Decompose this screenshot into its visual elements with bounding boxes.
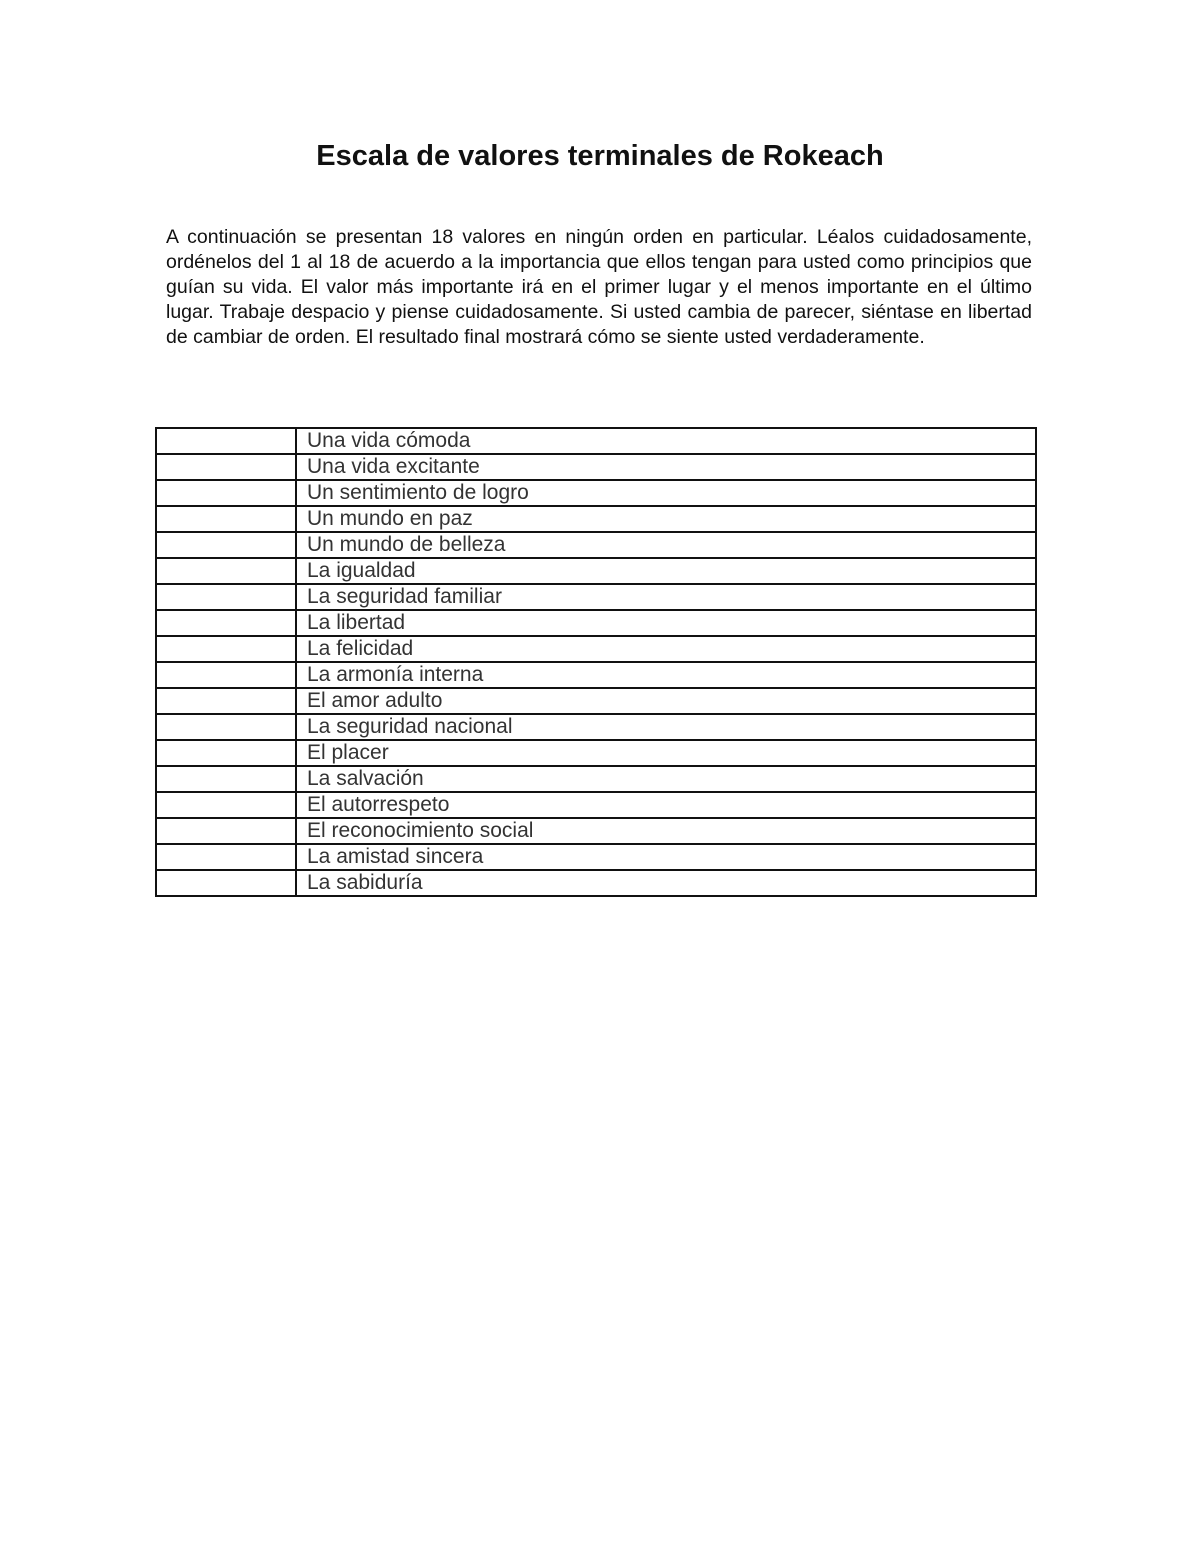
table-row bbox=[156, 714, 1036, 740]
value-cell: Un sentimiento de logro bbox=[296, 480, 1036, 506]
value-cell: La sabiduría bbox=[296, 870, 1036, 896]
value-cell: Un mundo de belleza bbox=[296, 532, 1036, 558]
table-row bbox=[156, 662, 1036, 688]
table-row bbox=[156, 558, 1036, 584]
rank-cell[interactable] bbox=[156, 584, 296, 610]
value-cell: La armonía interna bbox=[296, 662, 1036, 688]
rank-cell[interactable] bbox=[156, 636, 296, 662]
table-row bbox=[156, 428, 1036, 454]
rank-cell[interactable] bbox=[156, 480, 296, 506]
value-cell: La seguridad familiar bbox=[296, 584, 1036, 610]
value-cell: El amor adulto bbox=[296, 688, 1036, 714]
values-ranking-body bbox=[156, 428, 1036, 896]
value-cell: La salvación bbox=[296, 766, 1036, 792]
rank-cell[interactable] bbox=[156, 870, 296, 896]
rank-cell[interactable] bbox=[156, 818, 296, 844]
table-row bbox=[156, 532, 1036, 558]
rank-cell[interactable] bbox=[156, 714, 296, 740]
value-cell: Una vida excitante bbox=[296, 454, 1036, 480]
rank-cell[interactable] bbox=[156, 428, 296, 454]
table-row bbox=[156, 480, 1036, 506]
table-row bbox=[156, 610, 1036, 636]
table-row bbox=[156, 584, 1036, 610]
instructions-paragraph: A continuación se presentan 18 valores en ningún orden en particular. Léalos cuidadosamente, ordénelos del 1 al 18 de acuerdo a la importancia que ellos tengan para usted como principios que guían su vida. El valor más importante irá en el primer lugar y el menos importante en el último lugar. Trabaje despacio y piense cuidadosamente. Si usted cambia de parecer, siéntase en libertad de cambiar de orden. El resultado final mostrará cómo se siente usted verdaderamente. bbox=[166, 226, 1032, 348]
value-cell: El reconocimiento social bbox=[296, 818, 1036, 844]
rank-cell[interactable] bbox=[156, 610, 296, 636]
table-row bbox=[156, 818, 1036, 844]
table-row bbox=[156, 870, 1036, 896]
value-cell: La felicidad bbox=[296, 636, 1036, 662]
rank-cell[interactable] bbox=[156, 766, 296, 792]
page-title: Escala de valores terminales de Rokeach bbox=[316, 140, 884, 172]
value-cell: Una vida cómoda bbox=[296, 428, 1036, 454]
rank-cell[interactable] bbox=[156, 532, 296, 558]
table-row bbox=[156, 766, 1036, 792]
value-cell: La libertad bbox=[296, 610, 1036, 636]
rank-cell[interactable] bbox=[156, 740, 296, 766]
table-row bbox=[156, 454, 1036, 480]
value-cell: El placer bbox=[296, 740, 1036, 766]
value-cell: La amistad sincera bbox=[296, 844, 1036, 870]
table-row bbox=[156, 688, 1036, 714]
table-row bbox=[156, 506, 1036, 532]
table-row bbox=[156, 844, 1036, 870]
values-ranking-table bbox=[155, 427, 1037, 897]
value-cell: Un mundo en paz bbox=[296, 506, 1036, 532]
rank-cell[interactable] bbox=[156, 844, 296, 870]
table-row bbox=[156, 740, 1036, 766]
rank-cell[interactable] bbox=[156, 454, 296, 480]
rank-cell[interactable] bbox=[156, 688, 296, 714]
value-cell: La seguridad nacional bbox=[296, 714, 1036, 740]
value-cell: El autorrespeto bbox=[296, 792, 1036, 818]
value-cell: La igualdad bbox=[296, 558, 1036, 584]
rank-cell[interactable] bbox=[156, 506, 296, 532]
rank-cell[interactable] bbox=[156, 792, 296, 818]
rank-cell[interactable] bbox=[156, 662, 296, 688]
rank-cell[interactable] bbox=[156, 558, 296, 584]
table-row bbox=[156, 792, 1036, 818]
table-row bbox=[156, 636, 1036, 662]
